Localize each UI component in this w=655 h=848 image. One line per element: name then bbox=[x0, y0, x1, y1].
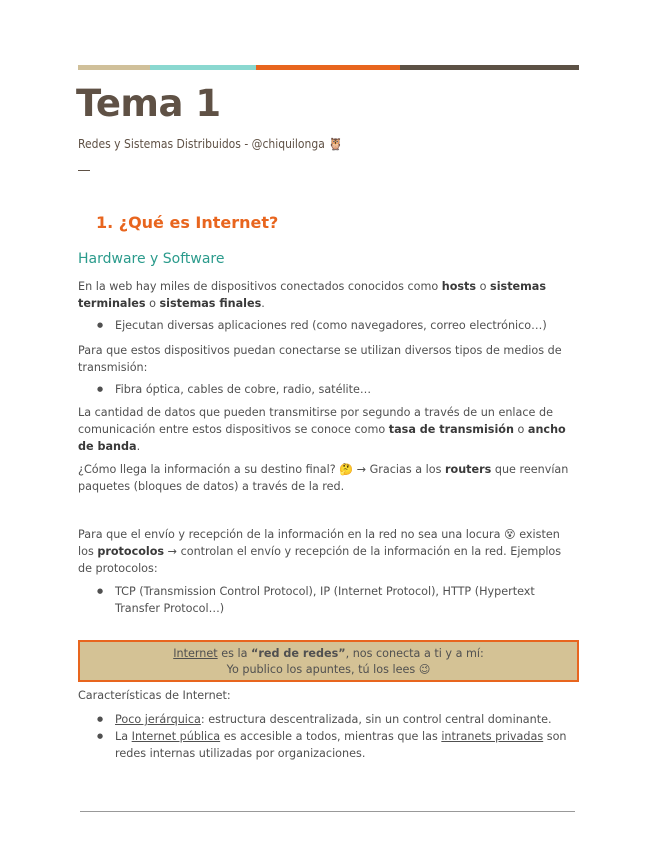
color-bar-segment-brown bbox=[400, 65, 579, 70]
page-subtitle bbox=[78, 137, 343, 151]
callout-box bbox=[78, 640, 579, 682]
subtitle-text: Redes y Sistemas Distribuidos - @chiquilonga bbox=[78, 137, 325, 151]
callout-line-2: Yo publico los apuntes, tú los lees 😉 bbox=[226, 663, 431, 676]
list-item: ● Ejecutan diversas aplicaciones red (como navegadores, correo electrónico…) bbox=[97, 317, 577, 334]
page-title: Tema 1 bbox=[76, 82, 221, 125]
paragraph-bandwidth: La cantidad de datos que pueden transmitirse por segundo a través de un enlace de comunicación entre estos dispositivos se conoce como tasa de transmisión o ancho de banda. bbox=[78, 406, 566, 453]
section-heading: 1. ¿Qué es Internet? bbox=[96, 213, 279, 232]
list-item: ● TCP (Transmission Control Protocol), IP (Internet Protocol), HTTP (Hypertext Transfer Protocol…) bbox=[97, 583, 577, 617]
paragraph-hosts: En la web hay miles de dispositivos conectados conocidos como hosts o sistemas terminales o sistemas finales. bbox=[78, 280, 547, 310]
color-bar-segment-orange bbox=[256, 65, 400, 70]
internet-publica-link[interactable]: Internet pública bbox=[131, 730, 221, 743]
dizzy-face-icon: 😵 bbox=[504, 528, 516, 541]
list-item: ● Fibra óptica, cables de cobre, radio, satélite… bbox=[97, 381, 577, 398]
sub-heading: Hardware y Software bbox=[78, 251, 225, 267]
intranets-privadas-link[interactable]: intranets privadas bbox=[441, 730, 544, 743]
thinking-face-icon: 🤔 bbox=[339, 463, 354, 476]
callout-line-1: Internet es la “red de redes”, nos conecta a ti y a mí: bbox=[173, 647, 484, 660]
header-color-bar bbox=[78, 65, 579, 70]
poco-jerarquica-link[interactable]: Poco jerárquica bbox=[115, 713, 201, 726]
paragraph-routers: ¿Cómo llega la información a su destino final? 🤔 → Gracias a los routers que reenvían paquetes (bloques de datos) a través de la red. bbox=[78, 463, 569, 493]
paragraph-transmission: Para que estos dispositivos puedan conectarse se utilizan diversos tipos de medios de transmisión: bbox=[78, 344, 562, 374]
paragraph-protocols: Para que el envío y recepción de la información en la red no sea una locura 😵 existen los protocolos → controlan el envío y recepción de la información en la red. Ejemplos de protocolos: bbox=[78, 528, 562, 575]
color-bar-segment-teal bbox=[150, 65, 256, 70]
winking-face-icon: 😉 bbox=[418, 663, 431, 676]
list-item: ● Poco jerárquica: estructura descentralizada, sin un control central dominante. bbox=[97, 711, 577, 728]
list-item: ● La Internet pública es accesible a todos, mientras que las intranets privadas son redes internas utilizadas por organizaciones. bbox=[97, 728, 577, 762]
owl-icon: 🦉 bbox=[328, 137, 344, 151]
paragraph-features: Características de Internet: bbox=[78, 689, 231, 702]
subtitle-dash bbox=[78, 170, 90, 171]
footer-divider bbox=[80, 811, 575, 812]
color-bar-segment-beige bbox=[78, 65, 150, 70]
internet-link[interactable]: Internet bbox=[173, 647, 218, 660]
